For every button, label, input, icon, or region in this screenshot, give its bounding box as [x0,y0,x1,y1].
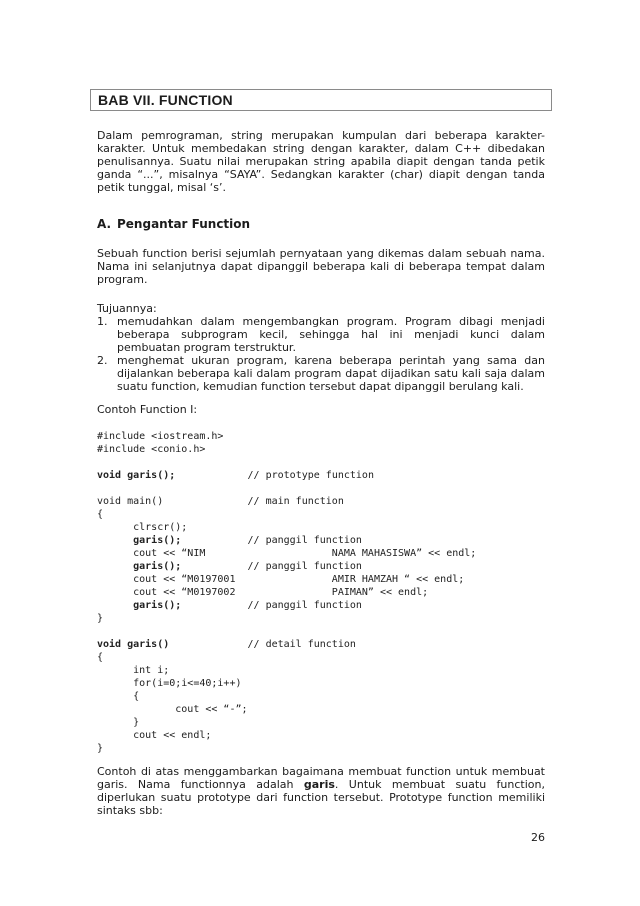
code-line [97,469,545,482]
bold-text: garis(); [133,600,182,611]
code-line [97,443,545,456]
section-paragraph: Sebuah function berisi sejumlah pernyataan yang dikemas dalam sebuah nama. Nama ini selanjutnya dapat dipanggil beberapa kali di beberapa tempat dalam program. [97,247,545,286]
list-item [97,315,545,354]
page-content [97,89,545,844]
section-heading [97,218,545,231]
code-line [97,664,545,677]
code-line [97,586,545,599]
code-line [97,716,545,729]
section-title: Pengantar Function [117,217,251,231]
list-item [97,354,545,393]
text: { [97,691,140,702]
bold-text: garis [303,778,335,791]
text: cout << “M0197001 AMIR HAMZAH “ << endl; [97,574,465,585]
text: void main() // main function [97,496,344,507]
text: . Untuk membuat suatu function, diperlukan suatu prototype dari function tersebut. Prototype function memiliki sintaks sbb: [97,778,545,817]
text: cout << “M0197002 PAIMAN” << endl; [97,587,429,598]
list-item-number: 2. [97,354,108,367]
text: cout << “-”; [97,704,248,715]
code-line [97,677,545,690]
code-line [97,599,545,612]
text: cout << endl; [97,730,212,741]
code-line [97,651,545,664]
bold-text: garis(); [133,561,182,572]
code-line [97,560,545,573]
code-line [97,482,545,495]
code-line [97,495,545,508]
bold-text: void garis() [97,639,170,650]
goals-list [97,315,545,393]
text: // panggil function [181,600,362,611]
text: // prototype function [175,470,374,481]
text [97,600,133,611]
bold-text: void garis(); [97,470,176,481]
list-item-text: menghemat ukuran program, karena beberapa perintah yang sama dan dijalankan beberapa kali dalam program dapat dijadikan satu kali saja dalam suatu function, kemudian function tersebut dapat dipanggil berulang kali. [117,354,545,393]
code-line [97,625,545,638]
chapter-title: BAB VII. FUNCTION [98,91,233,108]
bold-text: garis(); [133,535,182,546]
code-line [97,456,545,469]
text [97,535,133,546]
text: // panggil function [181,535,362,546]
code-line [97,690,545,703]
code-line [97,729,545,742]
code-line [97,508,545,521]
text: clrscr(); [97,522,188,533]
text: #include <iostream.h> [97,431,224,442]
text: #include <conio.h> [97,444,206,455]
code-line [97,430,545,443]
code-line [97,521,545,534]
section-number: A. [97,217,112,231]
code-line [97,703,545,716]
code-line [97,573,545,586]
text: } [97,613,104,624]
text: Contoh di atas menggambarkan bagaimana membuat function untuk membuat garis. Nama functionnya adalah [97,765,545,791]
text: int i; [97,665,170,676]
text [97,561,133,572]
intro-paragraph: Dalam pemrograman, string merupakan kumpulan dari beberapa karakter-karakter. Untuk membedakan string dengan karakter, dalam C++ dibedakan penulisannya. Suatu nilai merupakan string apabila diapit dengan tanda petik ganda “...”, misalnya “SAYA”. Sedangkan karakter (char) diapit dengan tanda petik tunggal, misal ‘s’. [97,129,545,194]
text: cout << “NIM NAMA MAHASISWA” << endl; [97,548,477,559]
closing-paragraph [97,765,545,817]
page-number: 26 [531,831,545,844]
list-item-text: memudahkan dalam mengembangkan program. Program dibagi menjadi beberapa subprogram kecil, sehingga hal ini menjadi kunci dalam pembuatan program terstruktur. [117,315,545,354]
text: for(i=0;i<=40;i++) [97,678,242,689]
code-line [97,534,545,547]
chapter-title-box [90,89,552,111]
text: // panggil function [181,561,362,572]
text: } [97,743,104,754]
list-item-number: 1. [97,315,108,328]
code-line [97,638,545,651]
code-block [97,430,545,755]
text: { [97,652,104,663]
code-line [97,612,545,625]
text: { [97,509,104,520]
text: // detail function [169,639,356,650]
text: } [97,717,140,728]
goals-label: Tujuannya: [97,302,157,315]
example-label: Contoh Function I: [97,403,198,416]
code-line [97,742,545,755]
code-line [97,547,545,560]
